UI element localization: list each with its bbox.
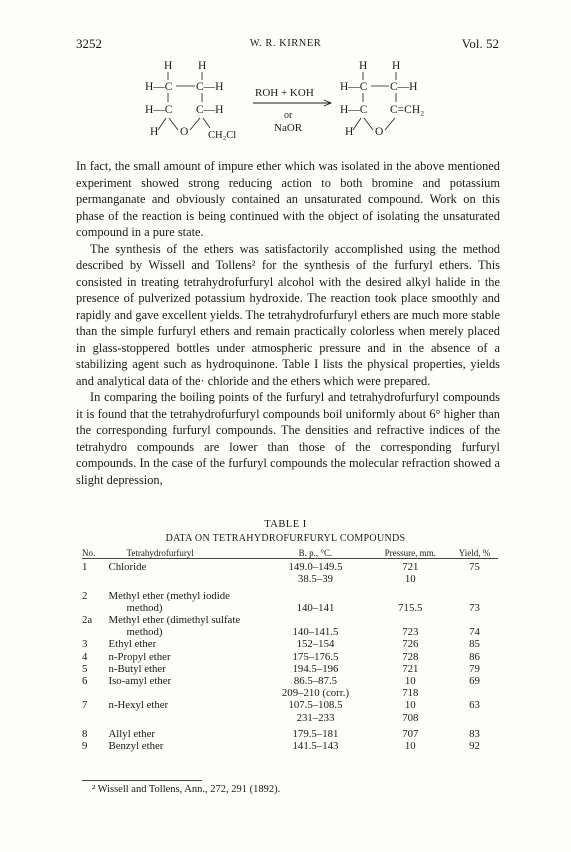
header-pressure: Pressure, mm. <box>384 548 436 558</box>
yield-cell <box>451 724 498 740</box>
boiling-point-cell <box>261 638 369 650</box>
row-number-cell <box>82 586 109 602</box>
reactant-h-top-1: H <box>164 60 173 72</box>
pressure: 10 <box>404 675 416 688</box>
reagents-top: ROH + KOH <box>255 87 314 99</box>
footnote: ² Wissell and Tollens, Ann., 272, 291 (1892). <box>92 784 281 795</box>
pressure: 10 <box>404 573 416 586</box>
row-number: 6 <box>82 675 88 688</box>
compound-name-cell <box>109 586 262 602</box>
pressure: 718 <box>402 687 419 700</box>
row-number: 2 <box>82 589 88 602</box>
table-row <box>82 561 498 573</box>
reactant-ch-upper-right: C—H <box>196 81 224 93</box>
reactant-hc-lower-left: H—C <box>145 104 173 116</box>
boiling-point-cell <box>261 561 369 573</box>
boiling-point: 86.5–87.5 <box>293 675 338 688</box>
row-number-cell <box>82 687 109 699</box>
compound-name: n-Hexyl ether <box>108 699 169 712</box>
table-row <box>82 586 498 602</box>
boiling-point: 140–141 <box>296 601 335 614</box>
yield-cell <box>451 561 498 573</box>
pressure: 715.5 <box>398 601 423 614</box>
row-number-cell <box>82 561 109 573</box>
reaction-conditions <box>253 87 331 134</box>
yield: 86 <box>469 650 480 663</box>
compound-name-cell <box>109 699 262 711</box>
compound-name: Iso-amyl ether <box>108 675 172 688</box>
product-h-top-1: H <box>359 60 368 72</box>
boiling-point-cell <box>261 602 369 614</box>
body-text <box>76 158 500 488</box>
row-number-cell <box>82 614 109 626</box>
compound-name-cell <box>109 614 262 626</box>
reaction-scheme <box>0 58 571 156</box>
compound-name: n-Butyl ether <box>108 662 166 675</box>
pressure-cell <box>370 561 452 573</box>
product-c-exo-methylene: C=CH₂ <box>390 104 425 116</box>
row-number: 2a <box>82 614 93 627</box>
pressure: 10 <box>404 699 416 712</box>
yield: 92 <box>469 740 480 753</box>
paragraph: In fact, the small amount of impure ether which was isolated in the above mentioned experiment showed strong reducing action to both bromine and potassium permanganate and obviously contained an unsaturated compound. Work on this phase of the reaction is being continued with the object of isolating the unsaturated compound in a pure state. <box>76 159 500 239</box>
row-number-cell <box>82 573 109 585</box>
yield: 79 <box>469 662 480 675</box>
pressure-cell <box>370 712 452 724</box>
table-row <box>82 663 498 675</box>
pressure-cell <box>370 724 452 740</box>
table-row <box>82 687 498 699</box>
row-number-cell <box>82 712 109 724</box>
table-title: DATA ON TETRAHYDROFURFURYL COMPOUNDS <box>165 533 406 544</box>
header-yield: Yield, % <box>458 548 491 558</box>
boiling-point: 194.5–196 <box>292 662 339 675</box>
boiling-point-cell <box>261 614 369 626</box>
table-row <box>82 712 498 724</box>
boiling-point-cell <box>261 626 369 638</box>
table-body <box>82 561 498 752</box>
compound-name-cell <box>109 712 262 724</box>
boiling-point: 141.5–143 <box>292 740 339 753</box>
paragraph: In comparing the boiling points of the furfuryl and tetrahydrofurfuryl compounds it is found that the tetrahydrofurfuryl compounds boil uniformly about 6° higher than the corresponding furfuryl compounds. The densities and refractive indices of the tetrahydro compounds are lower than those of the corresponding furfuryl compounds. In the case of the furfuryl compounds the molecular refraction showed a slight depression, <box>76 390 500 487</box>
running-author: W. R. KIRNER <box>249 38 322 49</box>
compound-name-cell <box>109 687 262 699</box>
pressure: 721 <box>402 662 419 675</box>
table-row <box>82 626 498 638</box>
product-structure <box>340 60 424 138</box>
boiling-point: 149.0–149.5 <box>288 561 343 574</box>
compound-name: Benzyl ether <box>108 740 164 753</box>
yield-cell <box>451 614 498 626</box>
yield-cell <box>451 573 498 585</box>
table-row <box>82 699 498 711</box>
yield-cell <box>451 712 498 724</box>
product-ch-upper-right: C—H <box>390 81 418 93</box>
yield-cell <box>451 651 498 663</box>
data-table <box>82 547 498 752</box>
row-number-cell <box>82 675 109 687</box>
table-row <box>82 675 498 687</box>
boiling-point-cell <box>261 712 369 724</box>
table-row <box>82 614 498 626</box>
boiling-point: 140–141.5 <box>292 626 339 639</box>
paragraph: The synthesis of the ethers was satisfactorily accomplished using the method described by Wissell and Tollens² for the synthesis of the furfuryl ethers. This consisted in treating tetrahydrofurfuryl alcohol with the desired alkyl halide in the presence of pulverized potassium hydroxide. The reaction took place smoothly and rapidly and gave excellent yields. The tetrahydrofurfuryl ethers are much more stable than the simple furfuryl ethers and remain practically colorless when merely placed in glass-stoppered bottles under atmospheric pressure and in the absence of a stabilizing agent such as hydroquinone. Table I lists the physical properties, yields and analytical data of the· chloride and the ethers which were prepared. <box>76 241 500 388</box>
yield-cell <box>451 663 498 675</box>
boiling-point: 179.5–181 <box>292 727 339 740</box>
reactant-ch-lower-right: C—H <box>196 104 224 116</box>
reactant-h-bottom: H <box>150 126 159 138</box>
boiling-point-cell <box>261 573 369 585</box>
pressure-cell <box>370 687 452 699</box>
footnote-rule <box>82 780 202 781</box>
row-number-cell <box>82 724 109 740</box>
table-rule <box>82 558 498 559</box>
yield-cell <box>451 699 498 711</box>
row-number-cell <box>82 651 109 663</box>
boiling-point-cell <box>261 651 369 663</box>
row-number: 5 <box>82 662 88 675</box>
row-number: 3 <box>82 638 88 651</box>
pressure-cell <box>370 663 452 675</box>
pressure-cell <box>370 740 452 752</box>
yield-cell <box>451 740 498 752</box>
compound-name-cell <box>109 740 262 752</box>
product-h-top-2: H <box>392 60 401 72</box>
compound-name-cell <box>109 561 262 573</box>
product-hc-lower-left: H—C <box>340 104 368 116</box>
yield: 83 <box>469 727 480 740</box>
yield-cell <box>451 586 498 602</box>
compound-name-cell <box>109 651 262 663</box>
table-row <box>82 638 498 650</box>
compound-name-cell <box>109 638 262 650</box>
row-number-cell <box>82 638 109 650</box>
pressure-cell <box>370 614 452 626</box>
yield: 85 <box>469 638 480 651</box>
yield-cell <box>451 675 498 687</box>
pressure: 708 <box>402 711 419 724</box>
compound-name: method) <box>126 601 163 614</box>
row-number-cell <box>82 602 109 614</box>
row-number: 4 <box>82 650 88 663</box>
row-number: 8 <box>82 727 88 740</box>
reactant-h-top-2: H <box>198 60 207 72</box>
header-name: Tetrahydrofurfuryl <box>126 548 194 558</box>
compound-name-cell <box>109 602 262 614</box>
compound-name: Ethyl ether <box>108 638 157 651</box>
header-no: No. <box>82 548 96 558</box>
compound-name-cell <box>109 626 262 638</box>
pressure: 721 <box>402 561 419 574</box>
boiling-point-cell <box>261 586 369 602</box>
pressure-cell <box>370 638 452 650</box>
yield-cell <box>451 687 498 699</box>
pressure-cell <box>370 626 452 638</box>
compound-name-cell <box>109 573 262 585</box>
yield-cell <box>451 638 498 650</box>
table-row <box>82 724 498 740</box>
pressure-cell <box>370 602 452 614</box>
boiling-point-cell <box>261 724 369 740</box>
pressure-cell <box>370 573 452 585</box>
pressure-cell <box>370 675 452 687</box>
yield: 69 <box>469 675 480 688</box>
boiling-point: 107.5–108.5 <box>288 699 343 712</box>
row-number-cell <box>82 699 109 711</box>
boiling-point: 38.5–39 <box>297 573 334 586</box>
pressure: 707 <box>402 727 419 740</box>
boiling-point: 231–233 <box>296 711 335 724</box>
boiling-point-cell <box>261 687 369 699</box>
compound-name: Chloride <box>108 561 147 574</box>
boiling-point-cell <box>261 699 369 711</box>
pressure-cell <box>370 699 452 711</box>
volume-label: Vol. 52 <box>461 36 499 51</box>
table-row <box>82 573 498 585</box>
product-h-bottom: H <box>345 126 354 138</box>
table-header-row <box>82 547 498 561</box>
boiling-point-cell <box>261 663 369 675</box>
row-number: 9 <box>82 740 88 753</box>
pressure: 723 <box>402 626 419 639</box>
boiling-point: 152–154 <box>296 638 335 651</box>
yield: 63 <box>469 699 480 712</box>
product-hc-upper-left: H—C <box>340 81 368 93</box>
pressure-cell <box>370 651 452 663</box>
header-bp: B. p., °C. <box>298 548 333 558</box>
table-row <box>82 602 498 614</box>
yield: 75 <box>469 561 480 574</box>
yield-cell <box>451 602 498 614</box>
reactant-ring-oxygen: O <box>180 126 189 138</box>
yield: 73 <box>469 601 480 614</box>
compound-name: n-Propyl ether <box>108 650 171 663</box>
boiling-point-cell <box>261 740 369 752</box>
row-number-cell <box>82 740 109 752</box>
compound-name-cell <box>109 663 262 675</box>
compound-name: Methyl ether (methyl iodide <box>108 589 230 602</box>
compound-name: Methyl ether (dimethyl sulfate <box>108 614 241 627</box>
compound-name: method) <box>126 626 163 639</box>
row-number-cell <box>82 663 109 675</box>
compound-name-cell <box>109 724 262 740</box>
row-number: 1 <box>82 561 88 574</box>
pressure-cell <box>370 586 452 602</box>
reactant-hc-upper-left: H—C <box>145 81 173 93</box>
reactant-structure <box>145 60 236 141</box>
boiling-point: 175–176.5 <box>292 650 339 663</box>
reactant-ch2cl: CH₂Cl <box>208 130 237 141</box>
pressure: 726 <box>402 638 419 651</box>
pressure: 728 <box>402 650 419 663</box>
yield: 74 <box>469 626 480 639</box>
compound-name-cell <box>109 675 262 687</box>
table-caption: TABLE I <box>264 519 307 530</box>
boiling-point-cell <box>261 675 369 687</box>
page-number: 3252 <box>76 36 102 51</box>
row-number: 7 <box>82 699 88 712</box>
reagents-bottom: NaOR <box>274 122 303 134</box>
compound-name: Allyl ether <box>108 727 155 740</box>
row-number-cell <box>82 626 109 638</box>
boiling-point: 209–210 (corr.) <box>281 687 350 700</box>
table-row <box>82 651 498 663</box>
yield-cell <box>451 626 498 638</box>
product-ring-oxygen: O <box>375 126 384 138</box>
reagents-or: or <box>284 110 293 121</box>
pressure: 10 <box>404 740 416 753</box>
table-row <box>82 740 498 752</box>
